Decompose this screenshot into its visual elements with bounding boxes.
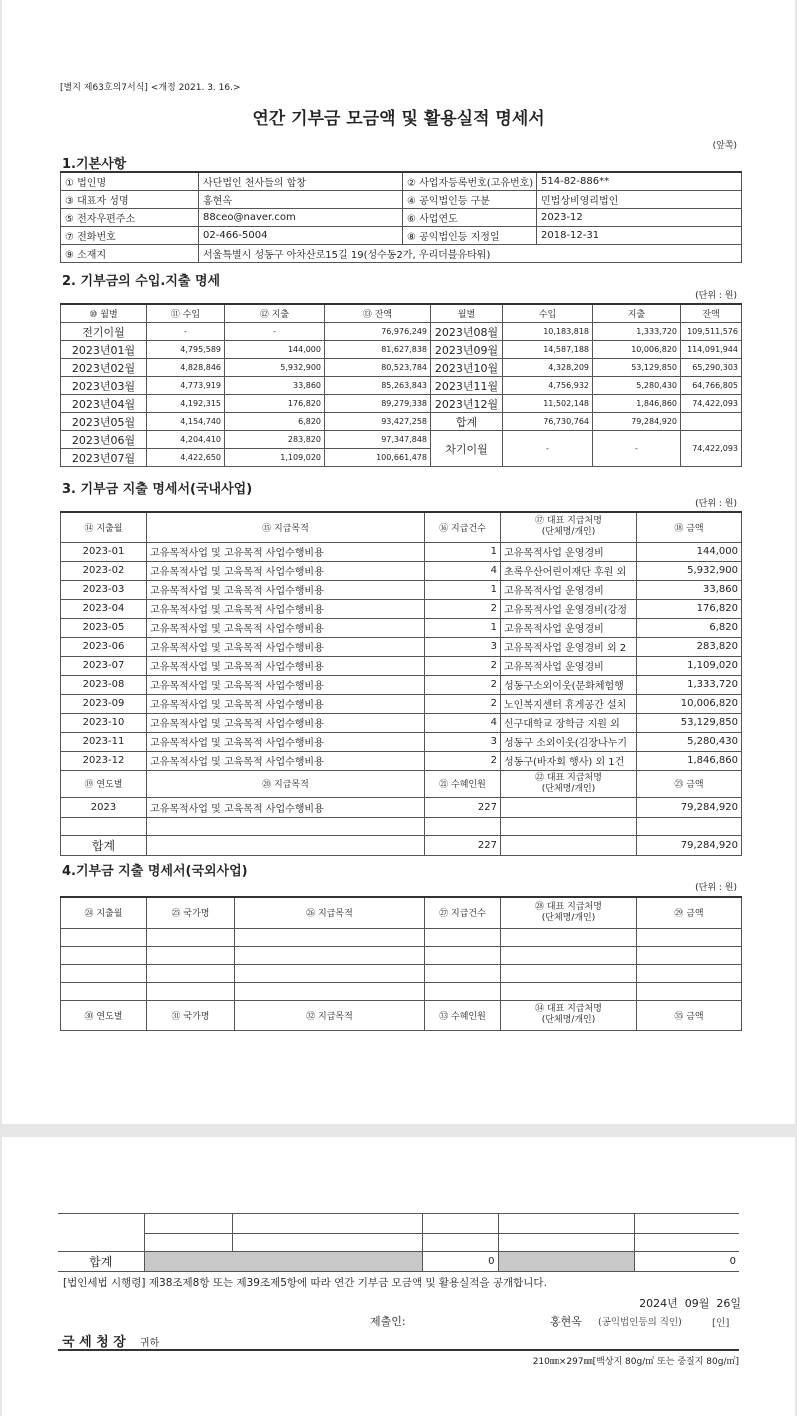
- total-row: [61, 835, 742, 855]
- purpose-cell: 고유목적사업 및 고유목적 사업수행비용: [147, 542, 425, 561]
- table-row: [61, 413, 742, 431]
- header-line: (단체명/개인): [541, 527, 596, 538]
- section-3-title: 3. 기부금 지출 명세서(국내사업): [62, 482, 253, 497]
- amount-cell: 6,820: [637, 618, 742, 637]
- field-value: 홍현옥: [199, 191, 403, 209]
- section-4-title: 4.기부금 지출 명세서(국외사업): [62, 864, 248, 879]
- table-row: [58, 1234, 739, 1252]
- column-header: ⑩ 월별: [61, 304, 147, 323]
- amount-total: 79,284,920: [637, 835, 742, 855]
- balance-cell: 80,523,784: [325, 359, 431, 377]
- recipient-name: 국 세 청 장: [62, 1335, 126, 1350]
- field-label: ② 사업자등록번호(고유번호): [403, 172, 537, 191]
- basic-info-table: [60, 171, 742, 263]
- month-cell: 2023년12월: [431, 395, 503, 413]
- carry-forward-expense: -: [593, 431, 681, 467]
- column-header: ⑮ 지급목적: [147, 512, 425, 542]
- month-cell: 합계: [431, 413, 503, 431]
- expense-cell: 1,846,860: [593, 395, 681, 413]
- table-row: [61, 542, 742, 561]
- beneficiaries-total: 227: [425, 835, 501, 855]
- table-row: [61, 694, 742, 713]
- recipient-cell: 성동구 소외이웃(김장나누기: [501, 732, 637, 751]
- column-header: ㉜ 지급목적: [235, 1000, 425, 1030]
- month-cell: 2023년01월: [61, 341, 147, 359]
- balance-cell: 81,627,838: [325, 341, 431, 359]
- year-cell: 2023: [61, 797, 147, 817]
- expense-cell: 79,284,920: [593, 413, 681, 431]
- month-cell: 2023-02: [61, 561, 147, 580]
- income-cell: 76,730,764: [503, 413, 593, 431]
- table-row: [61, 713, 742, 732]
- field-label: ⑦ 전화번호: [61, 227, 199, 245]
- purpose-cell: 고유목적사업 및 고육목적 사업수행비용: [147, 580, 425, 599]
- field-value: 2023-12: [537, 209, 742, 227]
- column-header: ⑫ 지출: [225, 304, 325, 323]
- count-cell: 2: [425, 656, 501, 675]
- column-header: ⑭ 지출월: [61, 512, 147, 542]
- income-cell: 10,183,818: [503, 323, 593, 341]
- month-cell: 2023년07월: [61, 449, 147, 467]
- income-cell: 14,587,188: [503, 341, 593, 359]
- paper-specification: 210㎜×297㎜[백상지 80g/㎡ 또는 중질지 80g/㎡]: [532, 1357, 739, 1367]
- recipient-cell: 고유목적사업 운영경비: [501, 542, 637, 561]
- month-cell: 2023-01: [61, 542, 147, 561]
- total-row: [58, 1252, 739, 1272]
- amount-cell: 10,006,820: [637, 694, 742, 713]
- total-label: 합계: [58, 1252, 144, 1272]
- purpose-cell: 고유목적사업 및 고육목적 사업수행비용: [147, 599, 425, 618]
- column-header: 수입: [503, 304, 593, 323]
- column-header: [501, 1000, 637, 1030]
- table-row: [61, 618, 742, 637]
- field-value: 514-82-886**: [537, 172, 742, 191]
- front-side-label: (앞쪽): [712, 141, 737, 151]
- header-line: ㉘ 대표 지급처명: [535, 901, 602, 912]
- month-cell: 2023-12: [61, 751, 147, 770]
- table-row: [61, 377, 742, 395]
- unit-label: (단위 : 원): [695, 291, 737, 301]
- balance-cell: 76,976,249: [325, 323, 431, 341]
- purpose-cell: 고유목적사업 및 고육목적 사업수행비용: [147, 797, 425, 817]
- expense-cell: 33,860: [225, 377, 325, 395]
- column-header: ⑪ 수입: [147, 304, 225, 323]
- month-cell: 2023년09월: [431, 341, 503, 359]
- expense-cell: 144,000: [225, 341, 325, 359]
- field-value: 사단법인 천사들의 합창: [199, 172, 403, 191]
- column-header: ㉟ 금액: [637, 1000, 742, 1030]
- recipient-cell: 초록우산어린이재단 후원 외: [501, 561, 637, 580]
- column-header: ⑬ 잔액: [325, 304, 431, 323]
- total-label: 합계: [61, 835, 147, 855]
- address-value: 서울특별시 성동구 아차산로15길 19(성수동2가, 우리더블유타워): [199, 245, 742, 263]
- count-cell: 2: [425, 694, 501, 713]
- month-cell: 2023-09: [61, 694, 147, 713]
- balance-cell: 89,279,338: [325, 395, 431, 413]
- month-cell: 2023-07: [61, 656, 147, 675]
- column-header: 지출: [593, 304, 681, 323]
- table-row: [61, 395, 742, 413]
- section-1-title: 1.기본사항: [62, 157, 127, 172]
- column-header: ㉖ 지급목적: [235, 897, 425, 928]
- column-header: 잔액: [681, 304, 742, 323]
- income-cell: 4,422,650: [147, 449, 225, 467]
- recipient-suffix: 귀하: [140, 1338, 160, 1349]
- count-cell: 2: [425, 599, 501, 618]
- count-cell: 3: [425, 732, 501, 751]
- month-cell: 전기이월: [61, 323, 147, 341]
- carry-forward-balance: 74,422,093: [681, 431, 742, 467]
- count-cell: 1: [425, 542, 501, 561]
- document-page-1: [2, 0, 795, 1124]
- count-cell: 4: [425, 713, 501, 732]
- month-cell: 2023년05월: [61, 413, 147, 431]
- recipient-cell: [501, 797, 637, 817]
- count-cell: 4: [425, 561, 501, 580]
- income-expense-table: [60, 303, 742, 467]
- count-cell: 2: [425, 751, 501, 770]
- column-header: ㉑ 수혜인원: [425, 770, 501, 797]
- expense-cell: 6,820: [225, 413, 325, 431]
- month-cell: 2023-06: [61, 637, 147, 656]
- section-2-title: 2. 기부금의 수입.지출 명세: [62, 274, 221, 289]
- field-label: ⑨ 소재지: [61, 245, 199, 263]
- purpose-cell: 고유목적사업 및 고육목적 사업수행비용: [147, 561, 425, 580]
- column-header: ⑳ 지급목적: [147, 770, 425, 797]
- expense-cell: 283,820: [225, 431, 325, 449]
- table-header-row: [61, 1000, 742, 1030]
- field-value: 민법상비영리법인: [537, 191, 742, 209]
- month-cell: 2023-10: [61, 713, 147, 732]
- amount-cell: 1,333,720: [637, 675, 742, 694]
- income-cell: 4,756,932: [503, 377, 593, 395]
- income-cell: 4,204,410: [147, 431, 225, 449]
- table-row: [61, 637, 742, 656]
- table-row: [61, 431, 742, 449]
- table-row: [61, 580, 742, 599]
- expense-cell: 10,006,820: [593, 341, 681, 359]
- month-cell: 2023년06월: [61, 431, 147, 449]
- column-header: ㉝ 수혜인원: [425, 1000, 501, 1030]
- amount-cell: 79,284,920: [637, 797, 742, 817]
- month-cell: 2023년04월: [61, 395, 147, 413]
- table-row: [61, 751, 742, 770]
- amount-cell: 144,000: [637, 542, 742, 561]
- total-amount: 0: [634, 1252, 739, 1272]
- header-line: ㉞ 대표 지급처명: [535, 1004, 602, 1014]
- expense-cell: -: [225, 323, 325, 341]
- column-header: ㉚ 연도별: [61, 1000, 147, 1030]
- expense-cell: 53,129,850: [593, 359, 681, 377]
- income-cell: 4,192,315: [147, 395, 225, 413]
- table-row: [61, 982, 742, 1000]
- column-header: ㉛ 국가명: [147, 1000, 235, 1030]
- column-header: [501, 770, 637, 797]
- column-header: [501, 897, 637, 928]
- recipient-cell: 성동구(바자회 행사) 외 1건: [501, 751, 637, 770]
- month-cell: 2023년02월: [61, 359, 147, 377]
- table-row: [61, 561, 742, 580]
- field-label: ⑤ 전자우편주소: [61, 209, 199, 227]
- submitter-role: (공익법인등의 직인): [598, 1317, 682, 1328]
- table-header-row: [61, 304, 742, 323]
- month-cell: 2023년08월: [431, 323, 503, 341]
- amount-cell: 33,860: [637, 580, 742, 599]
- recipient-cell: 고유목적사업 운영경비: [501, 656, 637, 675]
- table-row: [61, 323, 742, 341]
- total-count: 0: [422, 1252, 498, 1272]
- purpose-cell: 고유목적사업 및 고육목적 사업수행비용: [147, 618, 425, 637]
- purpose-cell: 고유목적사업 및 고육목적 사업수행비용: [147, 732, 425, 751]
- recipient-cell: 고유목적사업 운영경비: [501, 618, 637, 637]
- balance-cell: 74,422,093: [681, 395, 742, 413]
- document-page-2: [2, 1137, 795, 1416]
- field-label: ⑧ 공익법인등 지정일: [403, 227, 537, 245]
- purpose-cell: [147, 835, 425, 855]
- table-header-row: [61, 897, 742, 928]
- submitter-label: 제출인:: [370, 1315, 406, 1328]
- count-cell: 3: [425, 637, 501, 656]
- expense-cell: 176,820: [225, 395, 325, 413]
- income-cell: 11,502,148: [503, 395, 593, 413]
- count-cell: 1: [425, 580, 501, 599]
- basic-info-row: [61, 209, 742, 227]
- table-row: [61, 964, 742, 982]
- purpose-cell: 고유목적사업 및 고육목적 사업수행비용: [147, 713, 425, 732]
- header-line: (단체명/개인): [541, 783, 596, 794]
- foreign-summary-table: [58, 1213, 739, 1272]
- basic-info-row: [61, 227, 742, 245]
- purpose-cell: 고유목적사업 및 고육목적 사업수행비용: [147, 751, 425, 770]
- income-cell: 4,773,919: [147, 377, 225, 395]
- month-cell: 2023-05: [61, 618, 147, 637]
- beneficiaries-cell: 227: [425, 797, 501, 817]
- carry-forward-label: 차기이월: [431, 431, 503, 467]
- month-cell: 2023-03: [61, 580, 147, 599]
- expense-cell: 1,333,720: [593, 323, 681, 341]
- amount-cell: 1,109,020: [637, 656, 742, 675]
- purpose-cell: 고유목적사업 및 고육목적 사업수행비용: [147, 694, 425, 713]
- table-row: [61, 359, 742, 377]
- purpose-cell: 고유목적사업 및 고육목적 사업수행비용: [147, 656, 425, 675]
- recipient-cell: 노인복지센터 휴게공간 설치: [501, 694, 637, 713]
- balance-cell: 97,347,848: [325, 431, 431, 449]
- recipient-cell: 신구대학교 장학금 지원 외: [501, 713, 637, 732]
- balance-cell: 64,766,805: [681, 377, 742, 395]
- basic-info-row: [61, 172, 742, 191]
- recipient-cell: [501, 835, 637, 855]
- count-cell: 1: [425, 618, 501, 637]
- balance-cell: [681, 413, 742, 431]
- carry-forward-income: -: [503, 431, 593, 467]
- table-row: [61, 341, 742, 359]
- amount-cell: 5,932,900: [637, 561, 742, 580]
- submitter-name: 홍현옥: [550, 1315, 582, 1328]
- table-row: [61, 946, 742, 964]
- income-cell: -: [147, 323, 225, 341]
- column-header: [501, 512, 637, 542]
- month-cell: 2023-11: [61, 732, 147, 751]
- footer-divider: [58, 1349, 739, 1351]
- domestic-expense-table: [60, 511, 742, 856]
- amount-cell: 5,280,430: [637, 732, 742, 751]
- table-row: [61, 817, 742, 835]
- income-cell: 4,328,209: [503, 359, 593, 377]
- balance-cell: 100,661,478: [325, 449, 431, 467]
- recipient-cell: 고유목적사업 운영경비: [501, 580, 637, 599]
- recipient-cell: 고유목적사업 운영경비 외 2: [501, 637, 637, 656]
- income-cell: 4,795,589: [147, 341, 225, 359]
- balance-cell: 114,091,944: [681, 341, 742, 359]
- expense-cell: 1,109,020: [225, 449, 325, 467]
- table-row: [58, 1214, 739, 1234]
- field-value: 02-466-5004: [199, 227, 403, 245]
- table-row: [61, 675, 742, 694]
- form-reference: [별지 제63호의7서식] <개정 2021. 3. 16.>: [60, 83, 241, 93]
- recipient-cell: 성동구소외이웃(문화체험행: [501, 675, 637, 694]
- document-title: 연간 기부금 모금액 및 활용실적 명세서: [252, 109, 545, 129]
- expense-cell: 5,932,900: [225, 359, 325, 377]
- unit-label: (단위 : 원): [695, 499, 737, 509]
- unit-label: (단위 : 원): [695, 883, 737, 893]
- balance-cell: 93,427,258: [325, 413, 431, 431]
- basic-info-row: [61, 191, 742, 209]
- income-cell: 4,828,846: [147, 359, 225, 377]
- income-cell: 4,154,740: [147, 413, 225, 431]
- column-header: 월별: [431, 304, 503, 323]
- field-value: 88ceo@naver.com: [199, 209, 403, 227]
- seal-label: [인]: [712, 1318, 730, 1329]
- basic-info-row: [61, 245, 742, 263]
- table-row: [61, 928, 742, 946]
- amount-cell: 1,846,860: [637, 751, 742, 770]
- count-cell: 2: [425, 675, 501, 694]
- table-row: [61, 656, 742, 675]
- month-cell: 2023년10월: [431, 359, 503, 377]
- column-header: ㉗ 지급건수: [425, 897, 501, 928]
- table-row: [61, 599, 742, 618]
- amount-cell: 176,820: [637, 599, 742, 618]
- balance-cell: 85,263,843: [325, 377, 431, 395]
- field-value: 2018-12-31: [537, 227, 742, 245]
- amount-cell: 283,820: [637, 637, 742, 656]
- purpose-cell: 고유목적사업 및 고육목적 사업수행비용: [147, 675, 425, 694]
- month-cell: 2023-08: [61, 675, 147, 694]
- submission-date: 2024년 09월 26일: [639, 1297, 741, 1310]
- field-label: ④ 공익법인등 구분: [403, 191, 537, 209]
- column-header: ㉔ 지출월: [61, 897, 147, 928]
- header-line: (단체명/개인): [541, 1015, 596, 1025]
- column-header: ㉙ 금액: [637, 897, 742, 928]
- column-header: ⑱ 금액: [637, 512, 742, 542]
- column-header: ⑯ 지급건수: [425, 512, 501, 542]
- legal-basis-text: [법인세법 시행령] 제38조제8항 또는 제39조제5항에 따라 연간 기부금 모금액 및 활용실적을 공개합니다.: [63, 1277, 547, 1289]
- table-header-row: [61, 512, 742, 542]
- recipient-cell: 고유목적사업 운영경비(강정: [501, 599, 637, 618]
- header-line: ㉒ 대표 지급처명: [535, 772, 602, 783]
- month-cell: 2023년03월: [61, 377, 147, 395]
- balance-cell: 109,511,576: [681, 323, 742, 341]
- column-header: ㉓ 금액: [637, 770, 742, 797]
- header-line: ⑰ 대표 지급처명: [535, 516, 602, 527]
- year-summary-row: [61, 797, 742, 817]
- expense-cell: 5,280,430: [593, 377, 681, 395]
- table-header-row: [61, 770, 742, 797]
- amount-cell: 53,129,850: [637, 713, 742, 732]
- table-row: [61, 732, 742, 751]
- balance-cell: 65,290,303: [681, 359, 742, 377]
- purpose-cell: 고유목적사업 및 고육목적 사업수행비용: [147, 637, 425, 656]
- column-header: ⑲ 연도별: [61, 770, 147, 797]
- foreign-expense-table: [60, 896, 742, 1031]
- header-line: (단체명/개인): [541, 912, 596, 923]
- column-header: ㉕ 국가명: [147, 897, 235, 928]
- month-cell: 2023-04: [61, 599, 147, 618]
- month-cell: 2023년11월: [431, 377, 503, 395]
- field-label: ⑥ 사업연도: [403, 209, 537, 227]
- field-label: ③ 대표자 성명: [61, 191, 199, 209]
- field-label: ① 법인명: [61, 172, 199, 191]
